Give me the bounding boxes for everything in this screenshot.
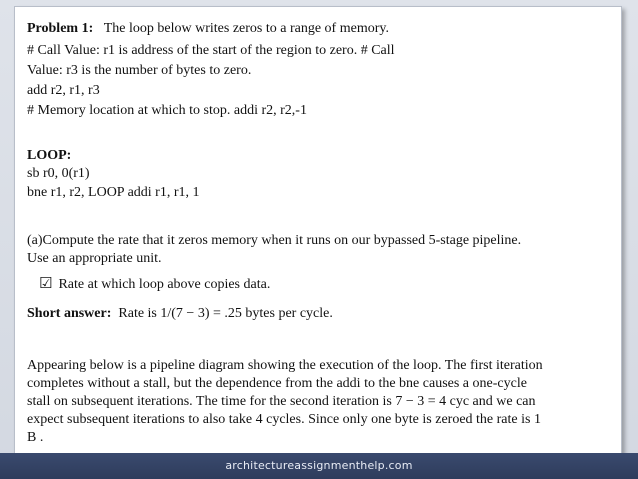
checked-item — [39, 274, 629, 294]
code-line-3: add r2, r1, r3 — [27, 83, 100, 98]
code-line-4: # Memory location at which to stop. addi r2, r2,-1 — [27, 103, 307, 118]
problem-title: Problem 1: — [27, 21, 94, 36]
checkbox-checked-icon: ☑ — [39, 274, 53, 292]
loop-line-1: sb r0, 0(r1) — [27, 166, 90, 181]
short-answer-label: Short answer: — [27, 306, 112, 321]
short-answer-text: Rate is 1/(7 − 3) = .25 bytes per cycle. — [118, 306, 333, 321]
problem-heading — [27, 20, 617, 38]
explanation-line-4: expect subsequent iterations to also take 4 cycles. Since only one byte is zeroed the rate is 1 — [27, 412, 541, 427]
checked-item-label: Rate at which loop above copies data. — [58, 277, 271, 292]
footer-site: architectureassignmenthelp.com — [225, 459, 413, 472]
problem-intro: The loop below writes zeros to a range of memory. — [103, 21, 389, 36]
explanation-line-1: Appearing below is a pipeline diagram showing the execution of the loop. The first iteration — [27, 358, 543, 373]
content-panel — [14, 6, 622, 454]
explanation-line-5: B . — [27, 430, 44, 445]
explanation-line-2: completes without a stall, but the dependence from the addi to the bne causes a one-cycle — [27, 376, 527, 391]
short-answer — [27, 305, 617, 323]
loop-label: LOOP: — [27, 148, 72, 163]
explanation-line-3: stall on subsequent iterations. The time for the second iteration is 7 − 3 = 4 cyc and we can — [27, 394, 536, 409]
question-line-2: Use an appropriate unit. — [27, 251, 162, 266]
question-line-1: (a)Compute the rate that it zeros memory when it runs on our bypassed 5-stage pipeline. — [27, 233, 522, 248]
code-line-1: # Call Value: r1 is address of the start of the region to zero. # Call — [27, 43, 395, 58]
loop-line-2: bne r1, r2, LOOP addi r1, r1, 1 — [27, 185, 200, 200]
footer-bar — [0, 453, 638, 479]
code-line-2: Value: r3 is the number of bytes to zero. — [27, 63, 252, 78]
